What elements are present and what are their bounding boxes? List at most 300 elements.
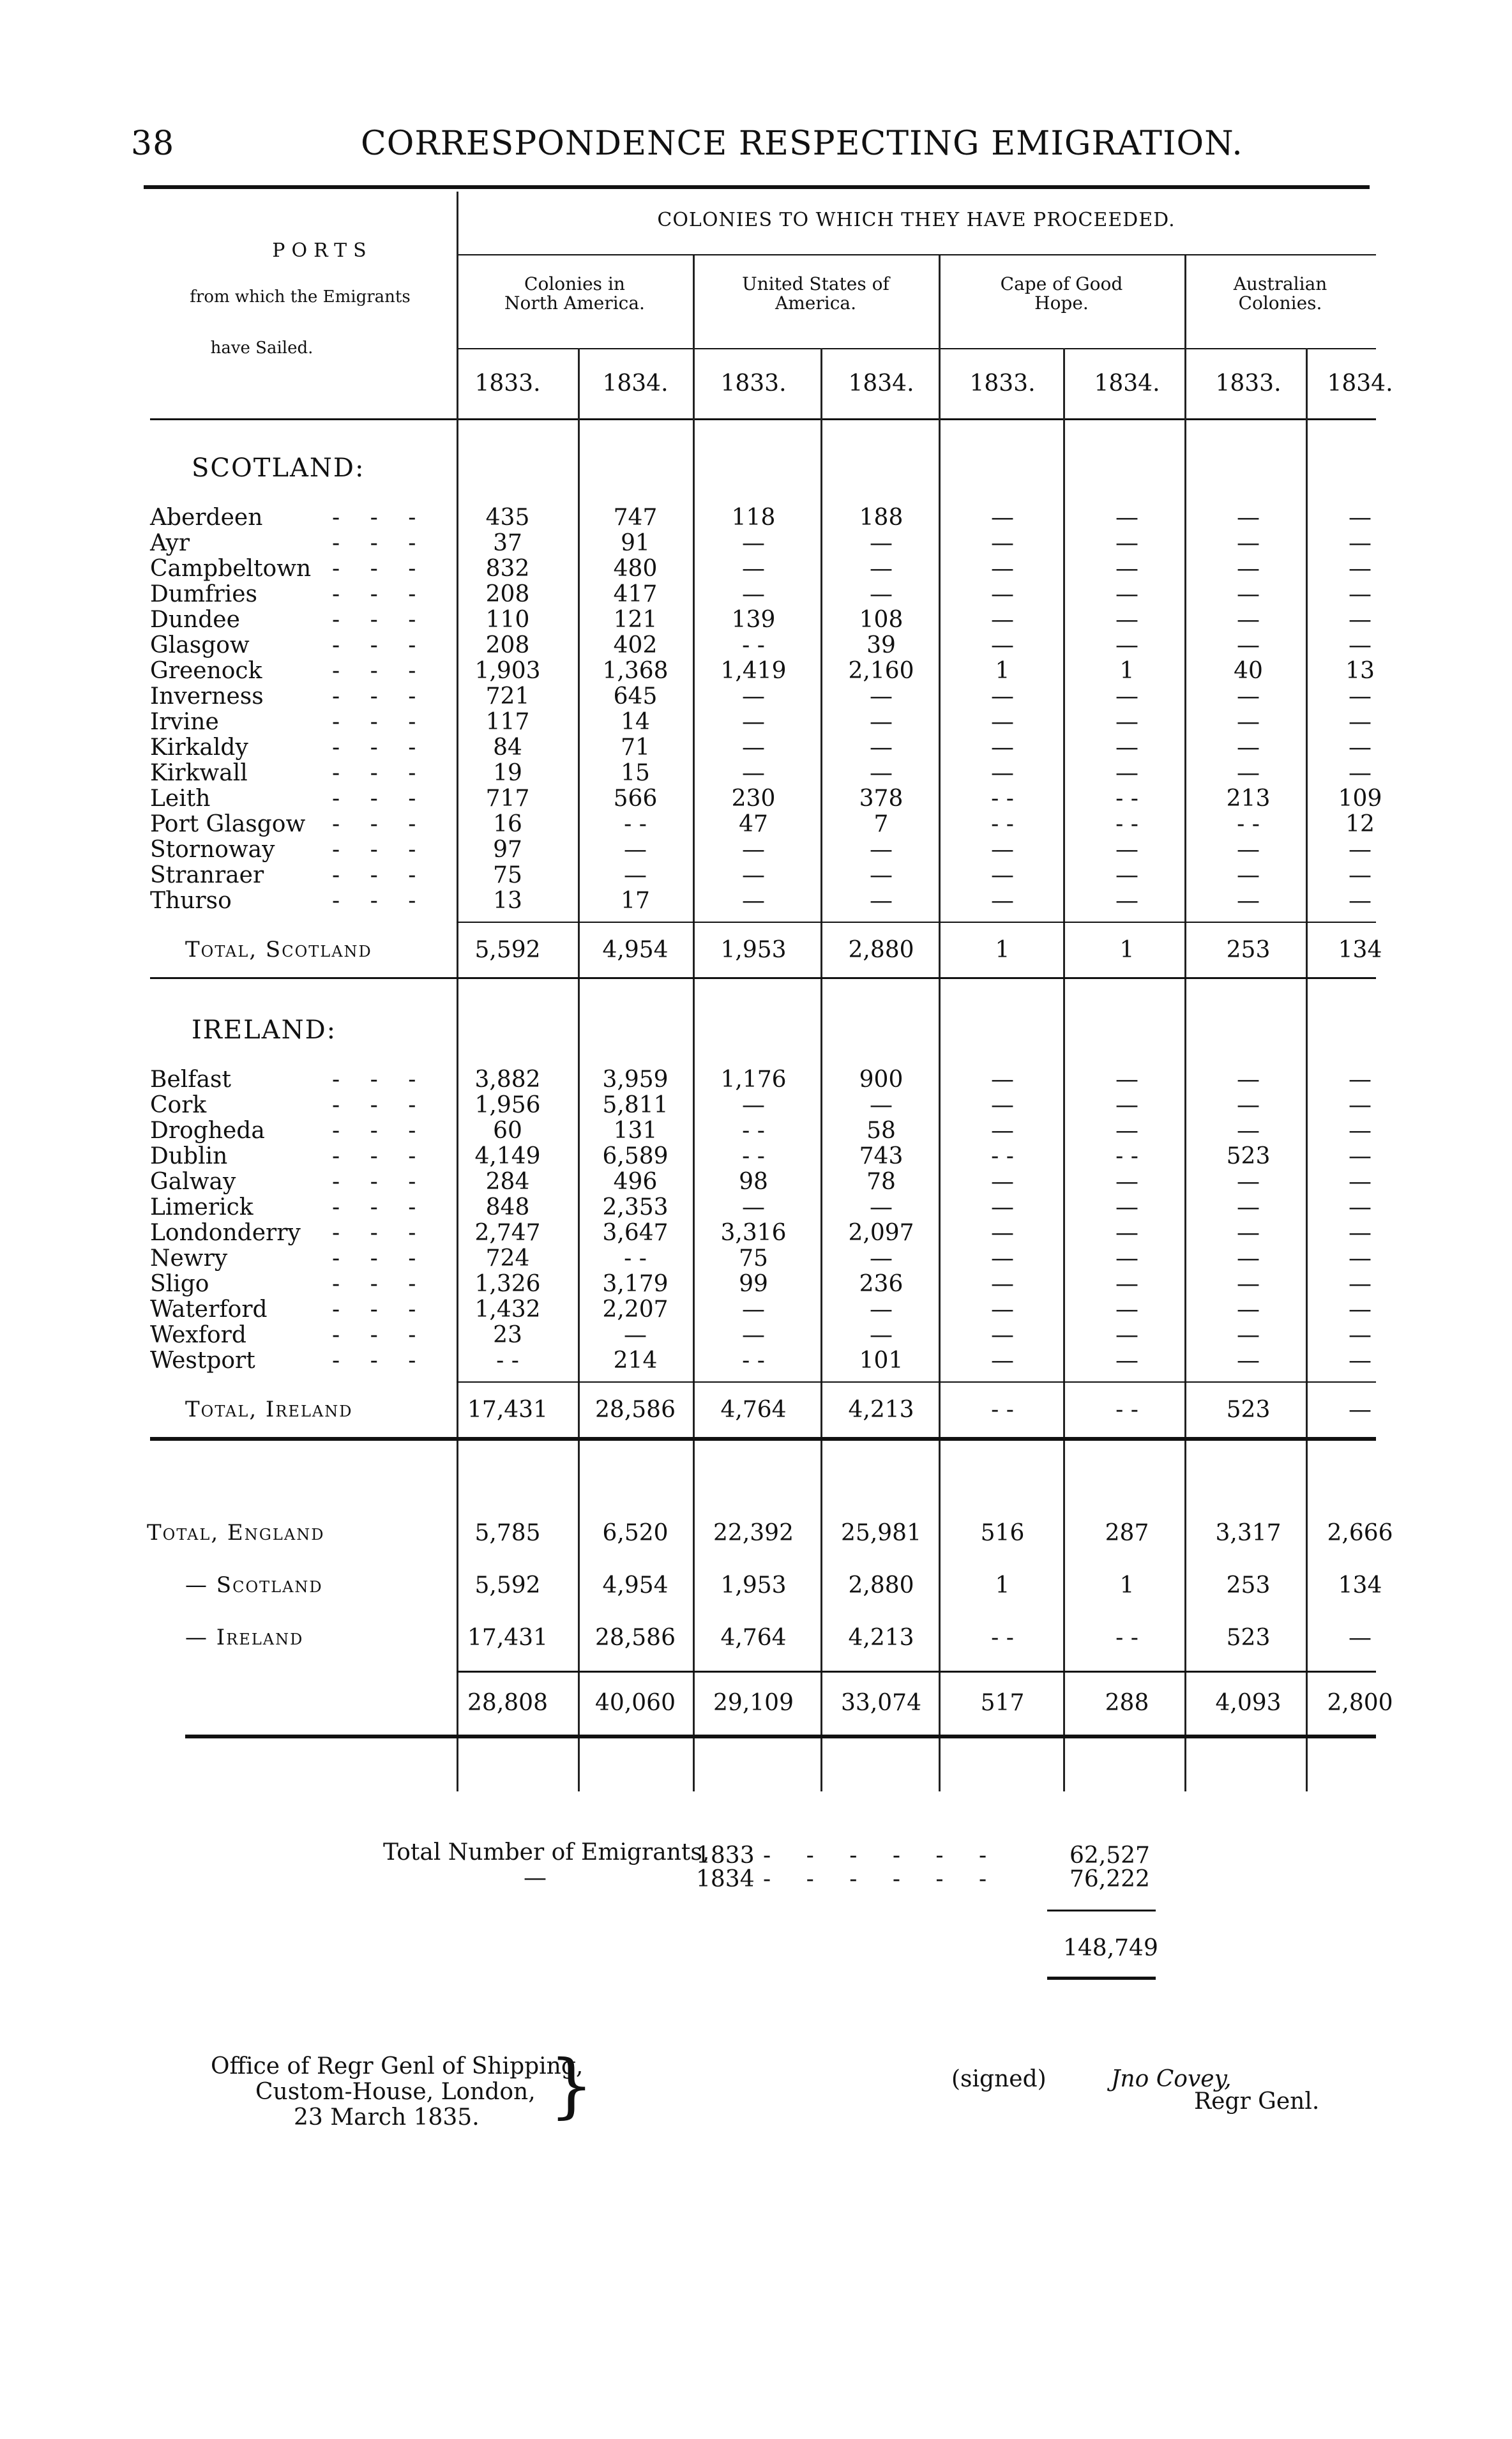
total-cell: — <box>1349 1397 1372 1423</box>
header-rule <box>144 185 1370 189</box>
row-leader: - - - <box>332 505 428 531</box>
table-cell: 14 <box>621 709 650 735</box>
table-cell: - - <box>742 1118 765 1144</box>
colony-group-1: United States of America. <box>742 273 889 314</box>
colony-group-0: Colonies in North America. <box>504 273 645 314</box>
table-cell: 284 <box>485 1169 530 1195</box>
table-cell: — <box>991 581 1014 607</box>
table-cell: — <box>742 888 765 914</box>
table-cell: 1,368 <box>602 658 669 684</box>
total-cell: 4,213 <box>848 1397 914 1423</box>
table-cell: 110 <box>485 607 530 633</box>
table-cell: — <box>1237 530 1260 556</box>
table-cell: — <box>870 1245 893 1272</box>
row-leader: - - - <box>332 1296 428 1323</box>
table-cell: 3,179 <box>602 1271 669 1297</box>
table-cell: — <box>742 709 765 735</box>
table-cell: — <box>1349 632 1372 658</box>
table-cell: — <box>742 760 765 786</box>
summary-cell: 17,431 <box>467 1625 548 1651</box>
table-cell: 1,956 <box>474 1092 541 1118</box>
table-cell: — <box>1349 1245 1372 1272</box>
colonies-header-rule <box>457 254 1376 255</box>
table-cell: — <box>742 734 765 761</box>
table-cell: — <box>991 505 1014 531</box>
table-cell: 17 <box>621 888 650 914</box>
table-cell: - - <box>991 1143 1014 1169</box>
total-cell: 1 <box>1119 937 1135 963</box>
brace: } <box>549 2044 594 2126</box>
column-divider-3 <box>820 348 822 1791</box>
table-cell: — <box>870 709 893 735</box>
summary-cell: 5,785 <box>474 1520 541 1546</box>
year-5: 1834. <box>1094 370 1160 397</box>
total-cell: 4,954 <box>602 937 669 963</box>
row-name: Galway <box>150 1169 236 1195</box>
year-6: 1833. <box>1215 370 1281 397</box>
table-cell: — <box>991 530 1014 556</box>
row-leader: - - - <box>332 888 428 914</box>
row-name: Waterford <box>150 1296 268 1323</box>
table-cell: - - <box>742 1143 765 1169</box>
table-cell: — <box>870 556 893 582</box>
row-name: Campbeltown <box>150 556 312 582</box>
colonies-header: COLONIES TO WHICH THEY HAVE PROCEEDED. <box>657 209 1176 231</box>
table-cell: — <box>991 1245 1014 1272</box>
column-divider-5 <box>1063 348 1065 1791</box>
table-cell: — <box>1115 1348 1138 1374</box>
table-cell: 3,882 <box>474 1067 541 1093</box>
table-cell: — <box>870 530 893 556</box>
total-cell: 253 <box>1226 937 1271 963</box>
total-cell: 523 <box>1226 1397 1271 1423</box>
table-cell: 131 <box>613 1118 658 1144</box>
row-name: Dundee <box>150 607 240 633</box>
table-cell: — <box>1349 530 1372 556</box>
summary-cell: 2,880 <box>848 1572 914 1599</box>
table-cell: 4,149 <box>474 1143 541 1169</box>
office-line-1: Office of Regr Genl of Shipping, <box>211 2053 584 2079</box>
table-cell: — <box>1349 837 1372 863</box>
summary-cell: 134 <box>1338 1572 1382 1599</box>
table-cell: — <box>1349 1220 1372 1246</box>
table-cell: 1 <box>995 658 1010 684</box>
ports-header-2: from which the Emigrants <box>190 287 411 307</box>
section-end-rule <box>150 977 1376 979</box>
column-divider-4 <box>939 255 941 1791</box>
table-cell: 13 <box>1345 658 1375 684</box>
table-cell: — <box>1349 683 1372 710</box>
table-cell: 1,326 <box>474 1271 541 1297</box>
year-7: 1834. <box>1327 370 1393 397</box>
row-name: Inverness <box>150 683 264 710</box>
table-cell: 109 <box>1338 786 1382 812</box>
section-rule <box>457 922 1376 923</box>
table-cell: — <box>991 760 1014 786</box>
table-cell: — <box>1237 1348 1260 1374</box>
row-name: Port Glasgow <box>150 811 306 837</box>
total-cell: 134 <box>1338 937 1382 963</box>
row-leader: - - - <box>332 658 428 684</box>
table-cell: — <box>1237 760 1260 786</box>
table-cell: 1,419 <box>720 658 787 684</box>
table-cell: 2,747 <box>474 1220 541 1246</box>
summary-cell: 6,520 <box>602 1520 669 1546</box>
row-name: Sligo <box>150 1271 209 1297</box>
table-cell: — <box>1115 505 1138 531</box>
table-cell: — <box>991 1067 1014 1093</box>
summary-cell: 1,953 <box>720 1572 787 1599</box>
summary-cell: 1 <box>1119 1572 1135 1599</box>
table-cell: — <box>1115 1296 1138 1323</box>
total-cell: 4,764 <box>720 1397 787 1423</box>
total-cell: - - <box>1115 1397 1138 1423</box>
table-cell: 435 <box>485 505 530 531</box>
year-3: 1834. <box>848 370 914 397</box>
table-cell: — <box>991 1322 1014 1348</box>
table-cell: — <box>1349 1348 1372 1374</box>
table-cell: — <box>1115 1322 1138 1348</box>
table-cell: 121 <box>613 607 658 633</box>
row-name: Cork <box>150 1092 207 1118</box>
row-name: Glasgow <box>150 632 250 658</box>
emigrants-label: Total Number of Emigrants, <box>383 1839 710 1865</box>
row-leader: - - - <box>332 1092 428 1118</box>
table-cell: — <box>1349 1143 1372 1169</box>
row-name: Kirkwall <box>150 760 248 786</box>
summary-cell: 3,317 <box>1215 1520 1281 1546</box>
table-cell: — <box>1115 1067 1138 1093</box>
table-cell: — <box>1115 581 1138 607</box>
table-cell: - - <box>624 1245 647 1272</box>
colony-group-3: Australian Colonies. <box>1233 273 1327 314</box>
row-leader: - - - <box>332 581 428 607</box>
row-name: Drogheda <box>150 1118 265 1144</box>
section-total-label-1: Total, Ireland <box>185 1397 353 1422</box>
table-cell: — <box>1237 888 1260 914</box>
table-cell: — <box>870 888 893 914</box>
table-cell: — <box>1115 632 1138 658</box>
grand-total-cell: 288 <box>1105 1690 1149 1716</box>
table-cell: 2,160 <box>848 658 914 684</box>
table-cell: - - <box>1115 811 1138 837</box>
year-4: 1833. <box>969 370 1036 397</box>
table-cell: 98 <box>739 1169 768 1195</box>
table-cell: 3,959 <box>602 1067 669 1093</box>
table-cell: — <box>991 1092 1014 1118</box>
table-cell: 747 <box>613 505 658 531</box>
table-cell: — <box>991 1194 1014 1220</box>
row-name: Greenock <box>150 658 262 684</box>
summary-cell: 2,666 <box>1327 1520 1393 1546</box>
summary-label-0: Total, England <box>147 1520 325 1546</box>
row-leader: - - - <box>332 1169 428 1195</box>
table-cell: 717 <box>485 786 530 812</box>
table-cell: — <box>870 1322 893 1348</box>
row-leader: - - - <box>332 837 428 863</box>
row-name: Dumfries <box>150 581 258 607</box>
table-cell: 2,097 <box>848 1220 914 1246</box>
table-cell: — <box>1115 1271 1138 1297</box>
emigrants-sum-rule <box>1047 1910 1156 1911</box>
table-cell: 523 <box>1226 1143 1271 1169</box>
table-cell: — <box>1115 1092 1138 1118</box>
table-cell: 6,589 <box>602 1143 669 1169</box>
row-leader: - - - <box>332 1118 428 1144</box>
total-cell: 5,592 <box>474 937 541 963</box>
table-cell: 1,432 <box>474 1296 541 1323</box>
office-line-3: 23 March 1835. <box>294 2104 480 2131</box>
row-leader: - - - <box>332 734 428 761</box>
table-cell: 60 <box>493 1118 522 1144</box>
running-title: CORRESPONDENCE RESPECTING EMIGRATION. <box>361 125 1243 163</box>
table-cell: — <box>1237 1245 1260 1272</box>
table-cell: — <box>991 734 1014 761</box>
table-cell: 645 <box>613 683 658 710</box>
total-cell: 28,586 <box>595 1397 676 1423</box>
row-leader: - - - <box>332 607 428 633</box>
summary-cell: 523 <box>1226 1625 1271 1651</box>
table-cell: — <box>1349 734 1372 761</box>
table-cell: 2,207 <box>602 1296 669 1323</box>
row-leader: - - - <box>332 1143 428 1169</box>
section-title-0: SCOTLAND: <box>192 453 365 483</box>
table-cell: — <box>870 683 893 710</box>
table-cell: — <box>1237 581 1260 607</box>
table-cell: 236 <box>859 1271 903 1297</box>
summary-cell: — <box>1349 1625 1372 1651</box>
summary-cell: 5,592 <box>474 1572 541 1599</box>
summary-label-2: — Ireland <box>185 1625 304 1650</box>
table-cell: 15 <box>621 760 650 786</box>
row-name: Belfast <box>150 1067 232 1093</box>
table-cell: — <box>1349 862 1372 888</box>
table-cell: — <box>742 581 765 607</box>
row-leader: - - - <box>332 1271 428 1297</box>
emigrants-year-1834: 1834 <box>696 1866 755 1892</box>
table-cell: - - <box>496 1348 519 1374</box>
grand-total-cell: 517 <box>980 1690 1025 1716</box>
table-cell: — <box>742 530 765 556</box>
table-cell: 848 <box>485 1194 530 1220</box>
years-rule <box>457 348 1376 349</box>
table-cell: 1 <box>1119 658 1135 684</box>
table-cell: — <box>1237 1271 1260 1297</box>
table-cell: 75 <box>739 1245 768 1272</box>
table-cell: — <box>742 837 765 863</box>
total-cell: 2,880 <box>848 937 914 963</box>
row-name: Limerick <box>150 1194 253 1220</box>
summary-cell: 25,981 <box>841 1520 921 1546</box>
ports-header-1: PORTS <box>272 239 373 262</box>
table-cell: — <box>1237 632 1260 658</box>
table-cell: 566 <box>613 786 658 812</box>
table-cell: 3,316 <box>720 1220 787 1246</box>
emigrants-double-rule <box>1047 1977 1156 1980</box>
summary-cell: - - <box>991 1625 1014 1651</box>
table-cell: — <box>1237 862 1260 888</box>
table-cell: — <box>1349 607 1372 633</box>
table-cell: 71 <box>621 734 650 761</box>
table-cell: — <box>870 1194 893 1220</box>
table-cell: — <box>1115 1220 1138 1246</box>
table-cell: — <box>870 1092 893 1118</box>
table-cell: 39 <box>866 632 896 658</box>
table-cell: 230 <box>731 786 776 812</box>
table-cell: 417 <box>613 581 658 607</box>
table-cell: - - <box>991 811 1014 837</box>
row-leader: - - - <box>332 709 428 735</box>
table-cell: 208 <box>485 632 530 658</box>
table-cell: 117 <box>485 709 530 735</box>
table-cell: — <box>1237 709 1260 735</box>
table-cell: — <box>742 1322 765 1348</box>
colony-group-2: Cape of Good Hope. <box>1000 273 1123 314</box>
row-name: Aberdeen <box>150 505 263 531</box>
emigrants-year-1833: 1833 <box>696 1843 755 1869</box>
table-bottom-rule <box>185 1735 1376 1738</box>
row-leader: - - - <box>332 862 428 888</box>
table-cell: 78 <box>866 1169 896 1195</box>
signed-label: (signed) <box>951 2066 1047 2092</box>
table-cell: — <box>870 734 893 761</box>
table-cell: — <box>1115 1169 1138 1195</box>
emigrants-value-1833: 62,527 <box>1070 1843 1150 1869</box>
table-cell: 724 <box>485 1245 530 1272</box>
table-cell: 97 <box>493 837 522 863</box>
table-cell: — <box>742 1296 765 1323</box>
row-name: Dublin <box>150 1143 228 1169</box>
table-cell: — <box>1115 1245 1138 1272</box>
section-total-label-0: Total, Scotland <box>185 937 372 962</box>
table-cell: 12 <box>1345 811 1375 837</box>
grand-total-cell: 40,060 <box>595 1690 676 1716</box>
table-cell: 402 <box>613 632 658 658</box>
table-cell: — <box>1349 1322 1372 1348</box>
table-cell: - - <box>742 632 765 658</box>
table-cell: 75 <box>493 862 522 888</box>
table-cell: 108 <box>859 607 903 633</box>
row-leader: - - - <box>332 1348 428 1374</box>
table-cell: 37 <box>493 530 522 556</box>
table-cell: — <box>991 607 1014 633</box>
table-cell: 1,903 <box>474 658 541 684</box>
table-cell: — <box>991 709 1014 735</box>
table-cell: — <box>1237 1118 1260 1144</box>
table-cell: — <box>1237 1194 1260 1220</box>
grand-total-cell: 2,800 <box>1327 1690 1393 1716</box>
table-cell: — <box>870 581 893 607</box>
row-name: Thurso <box>150 888 232 914</box>
table-cell: 743 <box>859 1143 903 1169</box>
table-cell: — <box>991 1118 1014 1144</box>
table-cell: 208 <box>485 581 530 607</box>
row-name: Wexford <box>150 1322 246 1348</box>
grand-total-rule <box>457 1671 1376 1673</box>
table-cell: — <box>1237 505 1260 531</box>
table-cell: — <box>1237 683 1260 710</box>
table-cell: 496 <box>613 1169 658 1195</box>
table-cell: — <box>1349 709 1372 735</box>
table-cell: 101 <box>859 1348 903 1374</box>
table-cell: — <box>1349 888 1372 914</box>
table-cell: — <box>1237 1169 1260 1195</box>
year-1: 1834. <box>602 370 669 397</box>
emigrants-value-1834: 76,222 <box>1070 1866 1150 1892</box>
emigrants-sum: 148,749 <box>1063 1935 1158 1961</box>
grand-total-cell: 29,109 <box>713 1690 794 1716</box>
table-cell: 47 <box>739 811 768 837</box>
table-cell: — <box>991 1271 1014 1297</box>
table-cell: — <box>1349 1067 1372 1093</box>
office-line-2: Custom-House, London, <box>255 2079 536 2105</box>
row-leader: - - - <box>332 1322 428 1348</box>
table-cell: 58 <box>866 1118 896 1144</box>
row-name: Ayr <box>150 530 190 556</box>
table-cell: — <box>1115 530 1138 556</box>
summary-cell: 28,586 <box>595 1625 676 1651</box>
summary-cell: 1 <box>995 1572 1010 1599</box>
table-cell: 23 <box>493 1322 522 1348</box>
page-number: 38 <box>131 125 175 163</box>
table-cell: — <box>742 1194 765 1220</box>
table-cell: — <box>1115 1194 1138 1220</box>
table-cell: — <box>742 683 765 710</box>
table-cell: — <box>1237 1322 1260 1348</box>
row-name: Kirkaldy <box>150 734 248 761</box>
table-cell: — <box>1237 1092 1260 1118</box>
table-cell: — <box>1115 1118 1138 1144</box>
table-cell: — <box>1349 760 1372 786</box>
row-name: Westport <box>150 1348 255 1374</box>
summary-cell: 287 <box>1105 1520 1149 1546</box>
table-cell: 3,647 <box>602 1220 669 1246</box>
table-cell: 13 <box>493 888 522 914</box>
table-cell: — <box>742 1092 765 1118</box>
table-cell: — <box>1115 888 1138 914</box>
table-cell: — <box>1349 1194 1372 1220</box>
table-cell: — <box>742 862 765 888</box>
grand-total-cell: 33,074 <box>841 1690 921 1716</box>
table-cell: — <box>1349 581 1372 607</box>
row-leader: - - - <box>332 632 428 658</box>
table-cell: — <box>991 683 1014 710</box>
row-name: Leith <box>150 786 211 812</box>
row-leader: - - - <box>332 556 428 582</box>
table-cell: — <box>1349 1092 1372 1118</box>
table-cell: 5,811 <box>602 1092 669 1118</box>
table-cell: — <box>991 632 1014 658</box>
row-leader: - - - <box>332 530 428 556</box>
ports-header-3: have Sailed. <box>210 338 314 358</box>
table-cell: — <box>1115 734 1138 761</box>
signatory-title: Regr Genl. <box>1194 2088 1320 2115</box>
table-cell: — <box>1115 760 1138 786</box>
table-cell: — <box>991 862 1014 888</box>
table-cell: 213 <box>1226 786 1271 812</box>
table-cell: 7 <box>873 811 889 837</box>
row-name: Stranraer <box>150 862 264 888</box>
table-cell: - - <box>624 811 647 837</box>
table-cell: — <box>870 862 893 888</box>
table-cell: 139 <box>731 607 776 633</box>
table-cell: — <box>1349 1296 1372 1323</box>
row-leader: - - - <box>332 1245 428 1272</box>
table-cell: - - <box>1115 1143 1138 1169</box>
table-cell: — <box>1349 1169 1372 1195</box>
table-cell: — <box>991 1296 1014 1323</box>
row-leader: - - - <box>332 1220 428 1246</box>
